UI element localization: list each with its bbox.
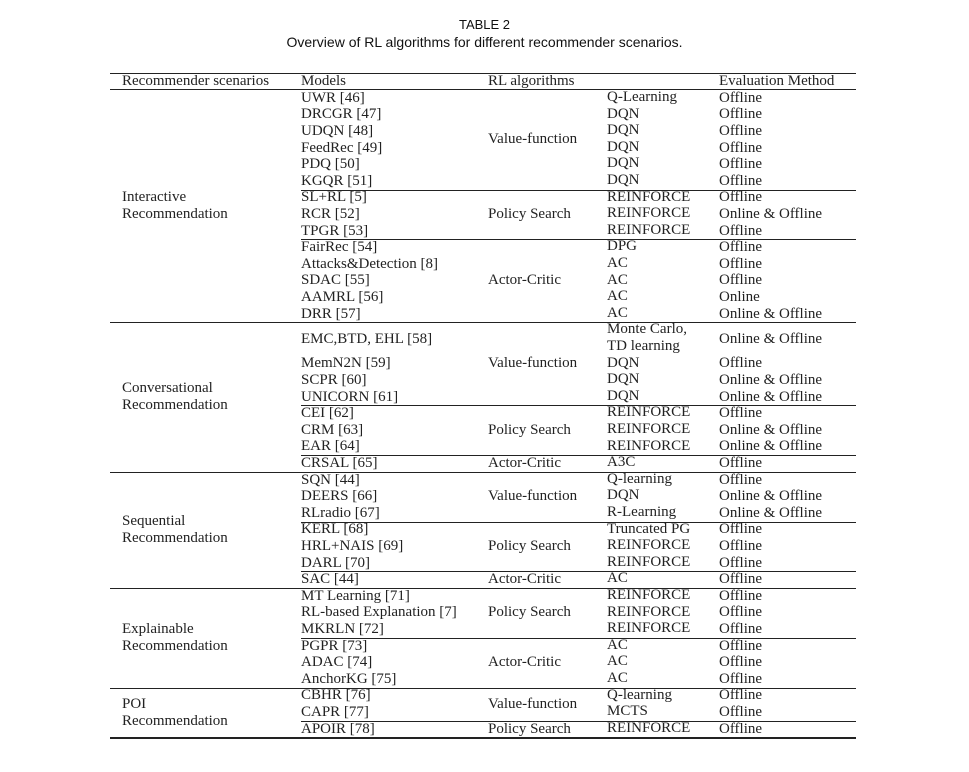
model-cell: Attacks&Detection [8]	[301, 255, 439, 272]
subgroup-rule	[301, 405, 856, 406]
eval-cell: Offline	[719, 554, 763, 571]
scenario-cell: Sequential	[122, 512, 186, 529]
model-cell: PDQ [50]	[301, 156, 360, 173]
model-cell: CEI [62]	[301, 405, 354, 422]
method-cell: REINFORCE	[607, 221, 691, 238]
method-cell: REINFORCE	[607, 620, 691, 637]
method-cell: REINFORCE	[607, 437, 691, 454]
model-cell: RLradio [67]	[301, 504, 380, 521]
subgroup-rule	[301, 455, 856, 456]
model-cell: DARL [70]	[301, 554, 371, 571]
model-cell: KGQR [51]	[301, 172, 373, 189]
method-cell: DQN	[607, 122, 640, 139]
model-cell: DEERS [66]	[301, 488, 378, 505]
scenario-cell: Interactive	[122, 189, 187, 206]
eval-cell: Offline	[719, 172, 763, 189]
method-cell: MCTS	[607, 703, 648, 720]
eval-cell: Offline	[719, 471, 763, 488]
eval-cell: Offline	[719, 89, 763, 106]
eval-cell: Offline	[719, 621, 763, 637]
model-cell: DRR [57]	[301, 305, 361, 322]
table-title: Overview of RL algorithms for different recommender scenarios.	[286, 34, 683, 50]
eval-cell: Offline	[719, 189, 763, 206]
method-cell: Truncated PG	[607, 520, 691, 537]
method-cell: Q-Learning	[607, 89, 677, 105]
eval-cell: Online & Offline	[719, 388, 823, 405]
model-cell: CRM [63]	[301, 421, 364, 438]
algorithm-cell: Policy Search	[488, 206, 571, 222]
table-bottom-rule	[110, 737, 856, 738]
algorithm-cell: Value-function	[488, 355, 578, 372]
method-cell: DQN	[607, 354, 640, 371]
eval-cell: Online & Offline	[719, 488, 823, 505]
eval-cell: Offline	[719, 222, 763, 239]
eval-cell: Online & Offline	[719, 504, 823, 521]
column-header: Recommender scenarios	[122, 73, 270, 89]
model-cell: EMC,BTD, EHL [58]	[301, 330, 433, 347]
eval-cell: Offline	[719, 156, 763, 173]
model-cell: CAPR [77]	[301, 704, 369, 720]
eval-cell: Offline	[719, 538, 763, 554]
model-cell: RCR [52]	[301, 206, 360, 222]
method-cell: REINFORCE	[607, 205, 691, 222]
model-cell: SAC [44]	[301, 571, 359, 588]
method-cell: DQN	[607, 371, 640, 388]
scenario-cell: Conversational	[122, 380, 213, 397]
eval-cell: Offline	[719, 654, 763, 671]
method-cell: AC	[607, 570, 628, 587]
scenario-cell: Recommendation	[122, 206, 228, 223]
model-cell: PGPR [73]	[301, 637, 368, 654]
method-cell: DQN	[607, 172, 640, 188]
column-header: Evaluation Method	[719, 73, 835, 89]
model-cell: AAMRL [56]	[301, 289, 384, 305]
column-header: Models	[301, 73, 346, 89]
eval-cell: Offline	[719, 604, 763, 621]
eval-cell: Online & Offline	[719, 305, 823, 322]
model-cell: FeedRec [49]	[301, 139, 383, 156]
eval-cell: Offline	[719, 571, 763, 588]
scenario-cell: Recommendation	[122, 637, 228, 654]
model-cell: SQN [44]	[301, 471, 360, 488]
subgroup-rule	[301, 522, 856, 523]
method-cell: DPG	[607, 238, 638, 255]
eval-cell: Offline	[719, 239, 763, 256]
model-cell: FairRec [54]	[301, 239, 378, 256]
scenario-cell: Recommendation	[122, 712, 228, 729]
eval-cell: Offline	[719, 637, 763, 654]
algorithm-cell: Policy Search	[488, 720, 571, 737]
model-cell: CRSAL [65]	[301, 455, 378, 471]
scenario-cell: POI	[122, 695, 147, 712]
eval-cell: Offline	[719, 455, 763, 471]
method-cell: DQN	[607, 105, 640, 122]
model-cell: HRL+NAIS [69]	[301, 538, 404, 554]
algorithm-cell: Actor-Critic	[488, 654, 562, 671]
eval-cell: Offline	[719, 255, 763, 272]
eval-cell: Online & Offline	[719, 421, 823, 438]
model-cell: UNICORN [61]	[301, 388, 399, 405]
method-cell: REINFORCE	[607, 553, 691, 570]
algorithm-cell: Value-function	[488, 695, 578, 712]
subgroup-rule	[301, 239, 856, 240]
model-cell: MT Learning [71]	[301, 587, 410, 604]
scenario-cell: Recommendation	[122, 397, 228, 414]
method-cell: REINFORCE	[607, 603, 691, 620]
method-cell: REINFORCE	[607, 537, 691, 554]
column-header: RL algorithms	[488, 73, 575, 89]
subgroup-rule	[301, 190, 856, 191]
algorithm-cell: Policy Search	[488, 421, 571, 438]
algorithm-cell: Value-function	[488, 131, 578, 148]
model-cell: KERL [68]	[301, 521, 369, 538]
model-cell: UWR [46]	[301, 89, 365, 106]
method-cell: Q-learning	[607, 470, 672, 487]
eval-cell: Offline	[719, 355, 763, 372]
eval-cell: Offline	[719, 670, 763, 687]
model-cell: EAR [64]	[301, 438, 360, 455]
eval-cell: Offline	[719, 123, 763, 139]
subgroup-rule	[301, 721, 856, 722]
group-rule	[110, 322, 856, 323]
eval-cell: Offline	[719, 521, 763, 538]
method-cell: Monte Carlo,	[607, 321, 687, 338]
model-cell: UDQN [48]	[301, 123, 374, 139]
model-cell: MKRLN [72]	[301, 621, 384, 637]
method-cell: REINFORCE	[607, 587, 691, 603]
method-cell: AC	[607, 271, 628, 288]
model-cell: APOIR [78]	[301, 720, 375, 737]
algorithm-cell: Actor-Critic	[488, 455, 562, 471]
model-cell: SL+RL [5]	[301, 189, 367, 206]
model-cell: SDAC [55]	[301, 272, 370, 289]
eval-cell: Offline	[719, 272, 763, 289]
model-cell: DRCGR [47]	[301, 106, 382, 123]
eval-cell: Online & Offline	[719, 438, 823, 455]
table-label: TABLE 2	[458, 17, 511, 32]
model-cell: AnchorKG [75]	[301, 670, 397, 687]
method-cell: REINFORCE	[607, 188, 691, 205]
eval-cell: Online & Offline	[719, 206, 823, 222]
eval-cell: Offline	[719, 106, 763, 123]
algorithm-cell: Value-function	[488, 488, 578, 505]
subgroup-rule	[301, 571, 856, 572]
method-cell: DQN	[607, 155, 640, 172]
model-cell: ADAC [74]	[301, 654, 373, 671]
method-cell: TD learning	[607, 338, 680, 354]
scenario-cell: Recommendation	[122, 529, 228, 546]
model-cell: CBHR [76]	[301, 687, 371, 704]
method-cell: AC	[607, 636, 628, 653]
algorithm-cell: Policy Search	[488, 538, 571, 554]
method-cell: AC	[607, 653, 628, 670]
model-cell: TPGR [53]	[301, 222, 369, 239]
model-cell: RL-based Explanation [7]	[301, 604, 457, 621]
method-cell: REINFORCE	[607, 421, 691, 437]
method-cell: DQN	[607, 138, 640, 155]
method-cell: R-Learning	[607, 504, 677, 520]
method-cell: AC	[607, 670, 628, 686]
method-cell: AC	[607, 288, 628, 305]
eval-cell: Offline	[719, 587, 763, 604]
algorithm-cell: Policy Search	[488, 604, 571, 621]
eval-cell: Offline	[719, 720, 763, 737]
eval-cell: Offline	[719, 405, 763, 422]
eval-cell: Offline	[719, 704, 763, 720]
model-cell: MemN2N [59]	[301, 355, 391, 372]
model-cell: SCPR [60]	[301, 372, 367, 388]
algorithm-cell: Actor-Critic	[488, 272, 562, 289]
method-cell: DQN	[607, 387, 640, 404]
eval-cell: Online & Offline	[719, 372, 823, 388]
scenario-cell: Explainable	[122, 620, 194, 637]
eval-cell: Offline	[719, 139, 763, 156]
eval-cell: Online & Offline	[719, 330, 823, 347]
subgroup-rule	[301, 638, 856, 639]
eval-cell: Offline	[719, 687, 763, 704]
eval-cell: Online	[719, 289, 760, 305]
rl-algorithms-table	[110, 73, 856, 745]
method-cell: Q-learning	[607, 686, 672, 703]
method-cell: DQN	[607, 487, 640, 504]
method-cell: REINFORCE	[607, 719, 691, 736]
algorithm-cell: Actor-Critic	[488, 571, 562, 588]
method-cell: AC	[607, 255, 628, 271]
method-cell: A3C	[607, 454, 636, 471]
method-cell: REINFORCE	[607, 404, 691, 421]
method-cell: AC	[607, 304, 628, 321]
